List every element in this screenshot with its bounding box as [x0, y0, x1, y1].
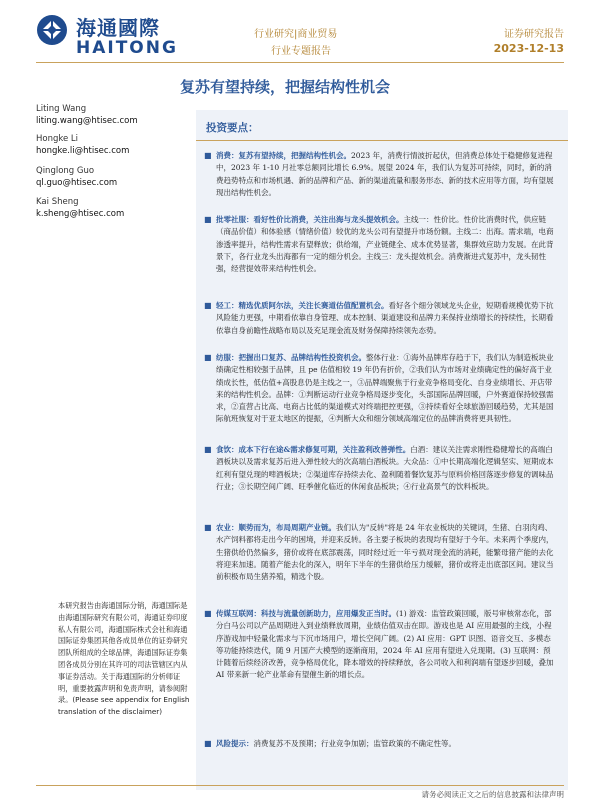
key-point-consumption [204, 150, 556, 199]
key-point-lead: 农业：顺势而为，布局周期产业链。 [216, 523, 336, 532]
analyst-name: Liting Wang [36, 104, 87, 114]
report-type: 行业专题报告 [271, 46, 331, 57]
key-point-body: 我们认为"反转"将是 24 年农业板块的关键词，生猪、白羽肉鸡、水产饲料都将走出今年的困境，并迎来反转。各主要子板块的表现均有望好于今年。未来两个季度内，生猪供给仍然偏多，猪价或将在底部震荡，同时经过近一年亏损对现金流的消耗，能繁母猪产能的去化将迎来加速。随着产能去化的深入，明年下半年的生猪供给压力缓解，猪价或将走出底部区间。建议当前积极布局生猪养殖，精选个股。 [216, 523, 554, 582]
key-point-body: 白酒：建议关注需求刚性稳健增长的高端白酒板块以及需求复苏后进入弹性较大的次高端白酒板块。大众品：①中长期高端化逻辑坚实、短期成本红利有望兑现的啤酒板块；②渠道库存持续去化、盈利随着餐饮复苏与原料价格回落逐步修复的调味品行业；③长期空间广阔、旺季催化临近的休闲食品板块；④行业高景气的饮料板块。 [216, 445, 554, 491]
analyst-name: Hongke Li [36, 134, 79, 144]
distribution-disclaimer: 本研究报告由海通国际分销，海通国际是由海通国际研究有限公司，海通证券印度私人有限公司，海通国际株式会社和海通国际证券集团其他各成员单位的证券研究团队所组成的全球品牌，海通国际证券集团各成员分别在其许可的司法管辖区内从事证券活动。关于海通国际的分析师证明，重要披露声明和免责声明，请参阅附录。(Please see appendix for English translation of the disclaimer) [58, 601, 190, 717]
bullet-icon: ■ [204, 151, 212, 160]
footer-note: 请务必阅读正文之后的信息披露和法律声明 [421, 790, 564, 799]
key-point-lead: 食饮：成本下行在途&需求修复可期，关注盈利改善弹性。 [216, 445, 411, 454]
key-point-body: 2023 年，消费行情波折起伏，但消费总体处于稳健修复进程中，2023 年 1-10 月社零总额同比增长 6.9%。展望 2024 年，我们认为复苏可持续，同时，新的消费趋势特点和市场机遇、新的品牌和产品、新的渠道流量和服务形态、新的技术应用等方面，均有望展现出结构性机会。 [216, 151, 554, 197]
bullet-icon: ■ [204, 445, 212, 454]
report-date: 2023-12-13 [493, 42, 564, 55]
key-point-retail [204, 214, 556, 275]
bullet-icon: ■ [204, 523, 212, 532]
bullet-icon: ■ [204, 739, 212, 748]
analyst-email[interactable]: k.sheng@htisec.com [36, 209, 125, 219]
key-point-body: 整体行业：①海外品牌库存趋于下，我们认为制造板块业绩确定性相较强于品牌，且 pe 估值相较 19 年仍有折价，②我们认为市场对业绩确定性的偏好高于业绩成长性，低估值+高股息仍是主线之一，③品牌端聚焦于行业竞争格局变化、自身业绩增长、开店带来的结构性机会。品牌：①判断运动行业竞争格局逐步变化，头部国际品牌回暖，户外赛道保持较强需求，②直营占比高、电商占比低的渠道模式对终端把控更强，③持续看好全球旅游回暖趋势，尤其是国际航班恢复对于亚太地区的提振，④判断大众和细分领域高端定位的品牌消费将更具韧性。 [216, 353, 554, 424]
analyst-email[interactable]: ql.guo@htisec.com [36, 178, 118, 188]
key-point-lead: 消费：复苏有望持续，把握结构性机会。 [216, 151, 351, 160]
analyst-email[interactable]: hongke.li@htisec.com [36, 146, 130, 156]
key-point-lead: 纺服：把握出口复苏、品牌结构性投资机会。 [216, 353, 366, 362]
key-point-light-industry [204, 300, 556, 337]
footer-divider [36, 785, 564, 786]
key-point-media-internet [204, 608, 556, 682]
key-point-body: 主线一：性价比。性价比消费时代，供应链（商品价值）和体验感（情绪价值）较优的龙头公司有望提升市场份额。主线二：出海。需求端，电商渗透率提升，结构性需求有望释放；供给端，产业链健全、成本优势显著，集群效应助力发展。在此背景下，各行业龙头出海都有一定的细分机会。主线三：龙头提效机会。消费渐进式复苏中，龙头韧性强，经营提效带来结构性机会。 [216, 215, 554, 274]
key-point-textile [204, 352, 556, 426]
analyst-name: Kai Sheng [36, 197, 79, 207]
key-point-body: (1) 游戏：监管政策回暖，版号审核常态化，部分白马公司以产品周期进入到业绩释放周期，业绩估值双击在即。游戏也是 AI 应用最强的主线，小程序游戏加中轻量化需求与下沉市场用户，增长空间广阔。(2) AI 应用：GPT 识图、语音交互、多模态等功能持续迭代，随 9 月国产大模型的逐渐商用，2024 年 AI 应用有望进入兑现期。(3) 互联网：预计随着后续经济改善，竞争格局优化，降本增效的持续释放，各公司收入和利润端有望逐步回暖，叠加 AI 带来新一轮产业革命有望催生新的增长点。 [216, 609, 554, 680]
bullet-icon: ■ [204, 215, 212, 224]
logo-text-en: HAITONG [76, 38, 178, 58]
bullet-icon: ■ [204, 301, 212, 310]
bullet-icon: ■ [204, 353, 212, 362]
logo-text-cn: 海通國際 [76, 16, 160, 40]
analyst-name: Qinglong Guo [36, 166, 95, 176]
bullet-icon: ■ [204, 609, 212, 618]
key-points-panel [196, 110, 568, 790]
analyst-email[interactable]: liting.wang@htisec.com [36, 116, 138, 126]
report-title: 复苏有望持续，把握结构性机会 [180, 78, 391, 96]
haitong-logo [36, 10, 186, 60]
key-points-title: 投资要点： [206, 122, 259, 134]
key-point-lead: 批零社服：看好性价比消费，关注出海与龙头提效机会。 [216, 215, 404, 224]
key-point-lead: 风险提示： [216, 739, 254, 748]
key-points-divider [196, 140, 568, 141]
report-label: 证券研究报告 [504, 29, 564, 40]
header-divider [36, 62, 564, 63]
key-point-body: 消费复苏不及预期；行业竞争加剧；监管政策的不确定性等。 [253, 739, 456, 748]
haitong-logo-icon [36, 14, 68, 46]
key-point-risk [204, 738, 556, 750]
key-point-food-beverage [204, 444, 556, 493]
key-point-body: 看好各个细分领域龙头企业，短期看规模优势下抗风险能力更强，中期看依靠自身管理、成本控制、渠道建设和品牌力来保持业绩增长的持续性，长期看依靠自身前瞻性战略布局以及充足现金流及财务保障持续领先态势。 [216, 301, 554, 335]
report-category: 行业研究|商业贸易 [254, 29, 338, 40]
key-point-agriculture [204, 522, 556, 583]
key-point-lead: 轻工：精选优质阿尔法，关注长赛道估值配置机会。 [216, 301, 389, 310]
key-point-lead: 传媒互联网：科技与流量创新助力，应用爆发正当时。 [216, 609, 396, 618]
